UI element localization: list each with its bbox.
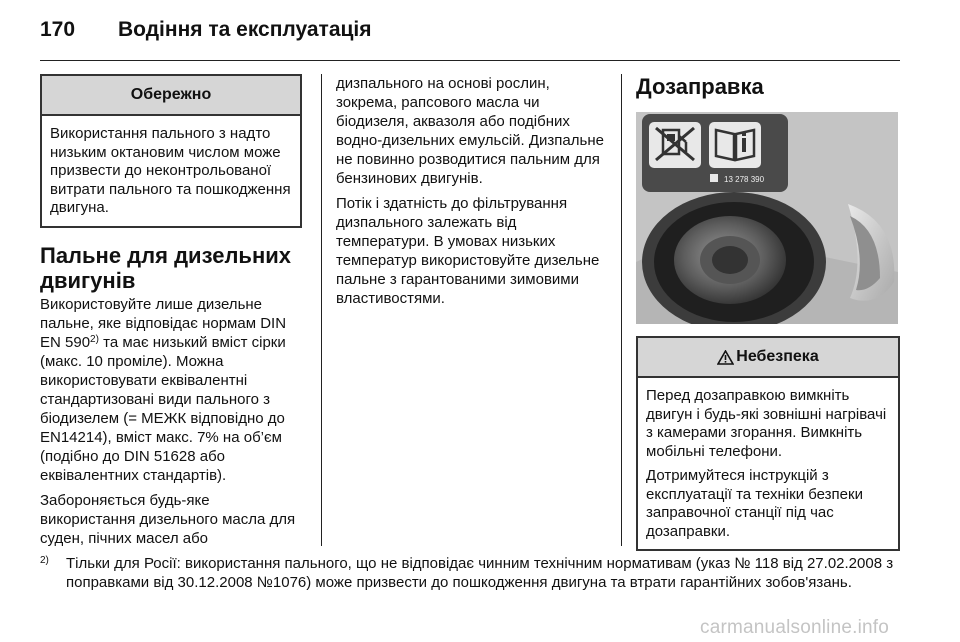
- footnote-reference[interactable]: 2): [90, 333, 99, 345]
- column-divider-2: [621, 74, 622, 546]
- footnote: [40, 554, 900, 592]
- danger-box: [636, 336, 900, 551]
- danger-box-para-2: Дотримуйтеся інструкцій з експлуатації та техніки безпеки заправочної станції під час дозаправки.: [646, 467, 863, 540]
- footnote-mark: 2): [40, 555, 49, 566]
- diesel-para-1-start: Використовуйте лише дизельне пальне, яке відповідає нормам DIN EN 590: [40, 295, 287, 351]
- caution-box: [40, 74, 302, 228]
- warning-triangle-icon: [717, 350, 734, 365]
- fuel-door-photo: [636, 112, 898, 324]
- fuel-label-sticker: [642, 114, 788, 192]
- diesel-para-2-continued: дизпального на основі рослин, зокрема, рапсового масла чи біодизеля, аквазоля або подібних водно-дизельних емульсій. Дизпальне не повинно розводитися пальним для бензинових двигунів.: [336, 75, 604, 187]
- column-left: [40, 74, 302, 548]
- caution-box-title: Обережно: [42, 76, 300, 116]
- footnote-text: Тільки для Росії: використання пального, що не відповідає чинним технічним нормативам (указ № 118 від 27.02.2008 з поправками від 30.12.2008 №1076) може призвести до пошкодження двигуна та втрати гарантійних зобов'язань.: [66, 555, 894, 591]
- watermark: carmanualsonline.info: [700, 617, 890, 638]
- diesel-para-2: Забороняється будь-яке використання дизельного масла для суден, пічних масел або: [40, 491, 296, 547]
- diesel-para-3: Потік і здатність до фільтрування дизпального залежать від температури. В умовах низьких температур використовуйте дизельне пальне з гарантованими зимовими властивостями.: [336, 195, 600, 307]
- caution-box-text: Використання пального з надто низьким октановим числом може призвести до неконтрольованої витрати пального та пошкодження двигуна.: [50, 125, 291, 216]
- danger-box-para-1: Перед дозаправкою вимкніть двигун і будь-які зовнішні нагрівачі з камерами згорання. Вимкніть мобільні телефони.: [646, 387, 887, 460]
- column-right: [636, 74, 900, 551]
- column-divider-1: [321, 74, 322, 546]
- diesel-para-1: [40, 295, 302, 485]
- page-title: Водіння та експлуатація: [118, 18, 372, 41]
- header-divider: [40, 60, 900, 61]
- diesel-para-1-end: та має низький вміст сірки (макс. 10 проміле). Можна використовувати еквівалентні стандартизовані види пального з біодизелем (= МЕЖК відповідно до EN14214), вміст макс. 7% на об’єм (подібно до DIN 51628 або еквівалентних стандартів).: [40, 333, 286, 484]
- column-middle: [336, 74, 606, 308]
- refuel-section-heading: Дозаправка: [636, 74, 764, 99]
- danger-box-header: [638, 338, 898, 378]
- page-number: 170: [40, 18, 76, 41]
- page-header: [40, 18, 372, 48]
- danger-box-title: Небезпека: [736, 348, 819, 365]
- photo-part-number: 13 278 390: [724, 175, 765, 184]
- diesel-section-heading: Пальне для дизельних двигунів: [40, 242, 291, 293]
